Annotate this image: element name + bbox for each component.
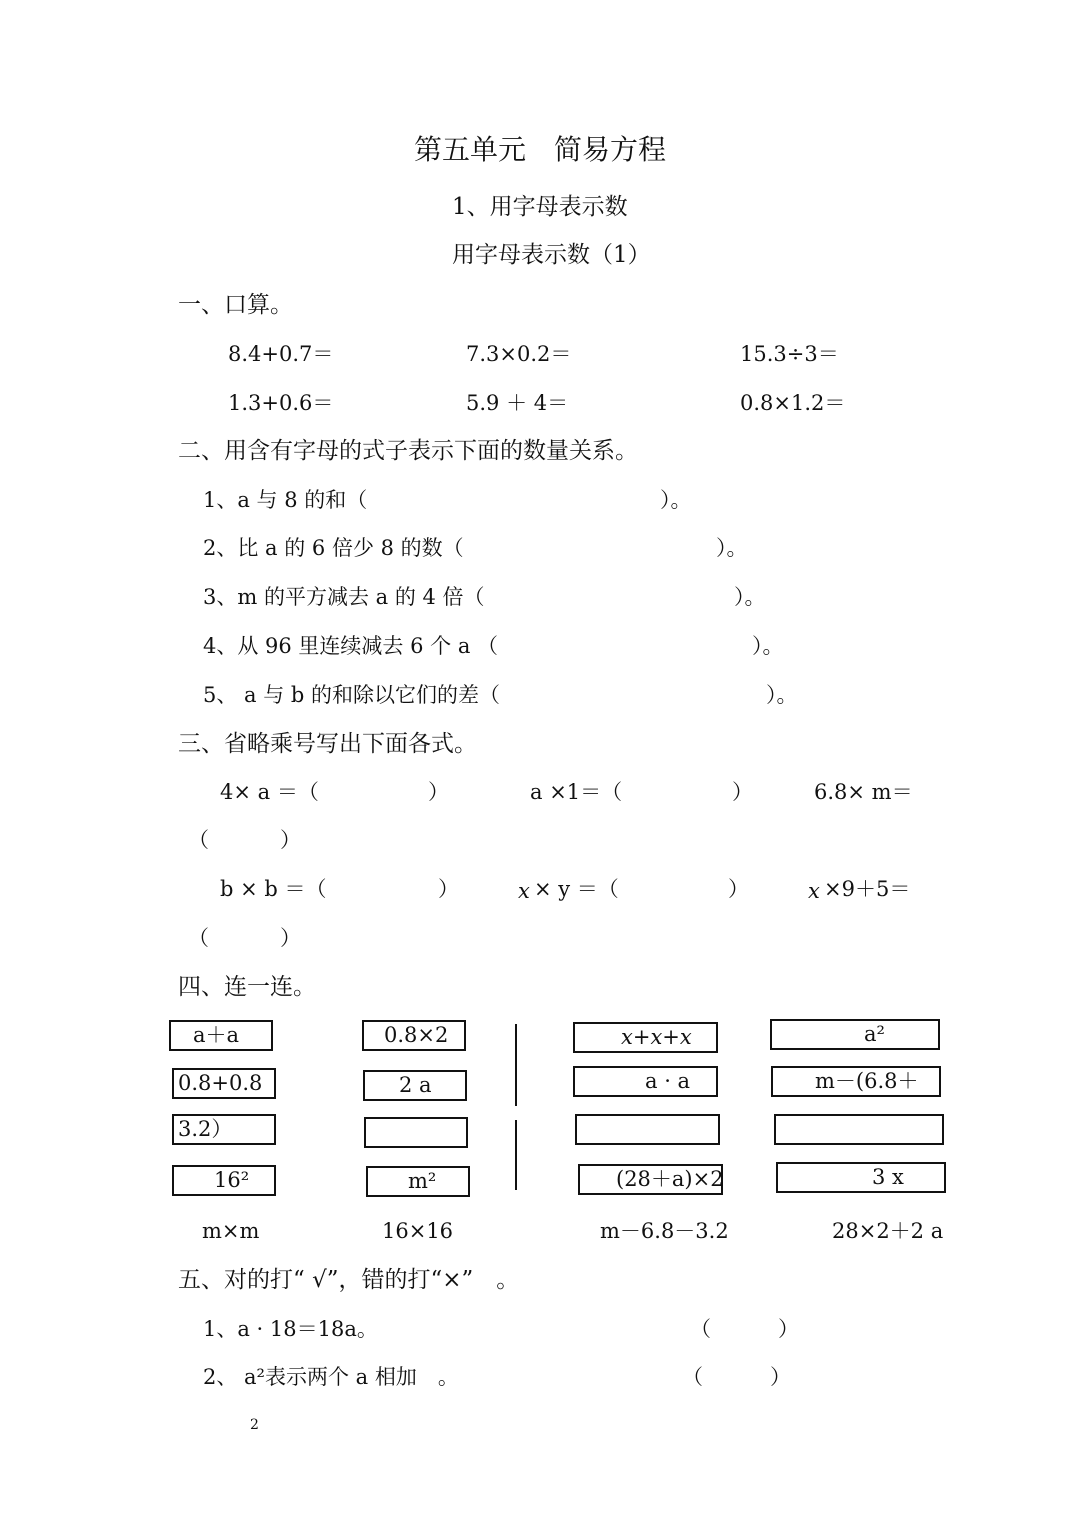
divider-line bbox=[515, 1024, 517, 1106]
s1-item: 15.3÷3＝ bbox=[740, 342, 839, 366]
s2-item-close: ）。 bbox=[660, 488, 692, 512]
match-box[interactable] bbox=[575, 1114, 720, 1145]
match-box[interactable]: x+x+x bbox=[573, 1022, 718, 1053]
s2-item-close: ）。 bbox=[734, 585, 766, 609]
s3-expr: 6.8× m＝ bbox=[814, 780, 913, 804]
s3-var-x: x bbox=[808, 879, 820, 903]
s3-close: ） bbox=[728, 877, 749, 901]
s2-item-close: ）。 bbox=[766, 683, 798, 707]
s2-item: 3、m 的平方减去 a 的 4 倍（ bbox=[203, 585, 485, 609]
s3-var-x: x bbox=[518, 879, 530, 903]
s2-item: 5、 a 与 b 的和除以它们的差（ bbox=[203, 683, 501, 707]
s3-expr: × y ＝（ bbox=[534, 877, 619, 901]
match-box[interactable]: m² bbox=[366, 1166, 470, 1197]
s2-item-close: ）。 bbox=[752, 634, 784, 658]
s5-open: （ bbox=[682, 1365, 703, 1389]
s3-heading: 三、省略乘号写出下面各式。 bbox=[178, 731, 477, 757]
s3-expr: 4× a ＝（ bbox=[220, 780, 319, 804]
s3-open: （ bbox=[188, 926, 209, 950]
s2-item: 2、比 a 的 6 倍少 8 的数（ bbox=[203, 536, 464, 560]
s5-item: 1、a · 18＝18a。 bbox=[203, 1317, 378, 1341]
lesson-title: 用字母表示数（1） bbox=[452, 242, 651, 268]
match-box[interactable]: m－(6.8＋ bbox=[771, 1066, 941, 1097]
match-box[interactable] bbox=[364, 1117, 468, 1148]
s3-expr: a ×1＝（ bbox=[530, 780, 623, 804]
s1-item: 0.8×1.2＝ bbox=[740, 391, 846, 415]
s3-expr: ×9＋5＝ bbox=[824, 877, 911, 901]
page-title: 第五单元 简易方程 bbox=[414, 133, 667, 166]
s1-item: 5.9 ＋ 4＝ bbox=[466, 391, 569, 415]
section-subtitle: 1、用字母表示数 bbox=[452, 194, 628, 220]
match-box[interactable]: 2 a bbox=[363, 1070, 467, 1101]
match-box[interactable]: (28＋a)×2 bbox=[578, 1164, 723, 1195]
match-label: 16×16 bbox=[382, 1219, 454, 1243]
match-box[interactable]: a² bbox=[770, 1019, 940, 1050]
s3-close: ） bbox=[280, 926, 301, 950]
match-box[interactable]: 3.2） bbox=[172, 1114, 276, 1145]
s5-close: ） bbox=[770, 1365, 791, 1389]
match-box[interactable]: a · a bbox=[573, 1066, 718, 1097]
match-box[interactable]: 3 x bbox=[776, 1162, 946, 1193]
s2-item: 1、a 与 8 的和（ bbox=[203, 488, 368, 512]
s4-heading: 四、连一连。 bbox=[178, 974, 316, 1000]
s1-item: 7.3×0.2＝ bbox=[466, 342, 572, 366]
match-label: m×m bbox=[202, 1219, 260, 1243]
s2-item-close: ）。 bbox=[716, 536, 748, 560]
match-box[interactable]: 0.8+0.8 bbox=[172, 1068, 276, 1099]
match-box[interactable]: 16² bbox=[172, 1165, 276, 1196]
s3-close: ） bbox=[280, 828, 301, 852]
s1-item: 8.4+0.7＝ bbox=[228, 342, 334, 366]
s5-heading: 五、对的打“ √”，错的打“×” 。 bbox=[178, 1267, 520, 1293]
match-box[interactable]: a＋a bbox=[169, 1020, 273, 1051]
match-box[interactable]: 0.8×2 bbox=[362, 1020, 466, 1051]
s5-open: （ bbox=[690, 1317, 711, 1341]
s3-close: ） bbox=[428, 780, 449, 804]
s5-close: ） bbox=[778, 1317, 799, 1341]
match-label: 28×2＋2 a bbox=[832, 1219, 944, 1243]
s2-heading: 二、用含有字母的式子表示下面的数量关系。 bbox=[178, 438, 638, 464]
s3-expr: b × b ＝（ bbox=[220, 877, 327, 901]
match-label: m－6.8－3.2 bbox=[600, 1219, 729, 1243]
s3-close: ） bbox=[732, 780, 753, 804]
s1-item: 1.3+0.6＝ bbox=[228, 391, 334, 415]
match-box[interactable] bbox=[774, 1114, 944, 1145]
page-number: 2 bbox=[250, 1417, 259, 1433]
s3-open: （ bbox=[188, 828, 209, 852]
s5-item: 2、 a²表示两个 a 相加 。 bbox=[203, 1365, 459, 1389]
s3-close: ） bbox=[438, 877, 459, 901]
divider-line bbox=[515, 1120, 517, 1190]
s1-heading: 一、口算。 bbox=[178, 292, 293, 318]
s2-item: 4、从 96 里连续减去 6 个 a （ bbox=[203, 634, 499, 658]
